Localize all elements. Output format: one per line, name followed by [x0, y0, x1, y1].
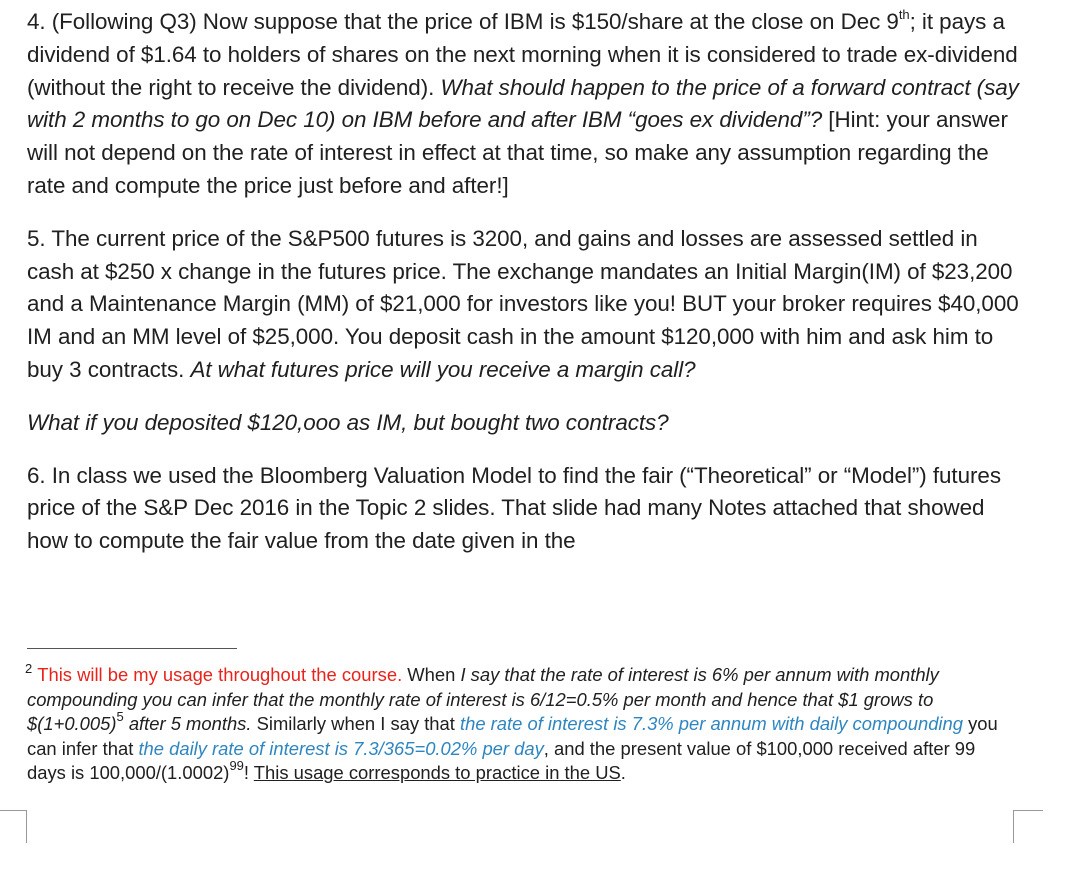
footnote-text-3: you can infer that — [27, 713, 998, 759]
footnote-sup-5: 5 — [116, 709, 124, 725]
page-corner-mark-right — [1013, 810, 1043, 843]
q4-hint: [Hint: your answer will not depend on the rate of interest in effect at that time, so make any assumption regarding the rate and compute the price just before and after!] — [27, 107, 1008, 198]
q5-followup-text: What if you deposited $120,ooo as IM, but bought two contracts? — [27, 409, 669, 435]
footnote-underlined-text: This usage corresponds to practice in the US — [253, 762, 621, 784]
footnote: 2 This will be my usage throughout the course. When I say that the rate of interest is 6% per annum with monthly compounding you can infer that the monthly rate of interest is 6/12=0.5% per month and hence that $1 grows to $\$(1+0.005)^5$ after 5 months. Similarly when I say that the rate of interest is 7.3% per annum with daily compounding you can infer that the daily rate of interest is 7.3/365=0.02% per day, and the present value of $100,000 received after 99 days is $100,000/(1.0002)^{99}$! This usage corresponds to practice in the US. — [25, 661, 998, 784]
footnote-red-text: This will be my usage throughout the course. — [37, 664, 403, 685]
q5-text: 5. The current price of the S&P500 futures is 3200, and gains and losses are assessed settled in cash at $250 x change in the futures price. The exchange mandates an Initial Margin(IM) of $23,200 and a Maintenance Margin (MM) of $21,000 for investors like you! BUT your broker requires $40,000 IM and an MM level of $25,000. You deposit cash in the amount $120,000 with him and ask him to buy 3 contracts. — [27, 225, 1019, 382]
question-5-followup — [27, 407, 1027, 440]
footnote-blue-2: the daily rate of interest is 7.3/365=0.02% per day — [138, 737, 544, 759]
footnote-sup-99: 99 — [229, 758, 244, 774]
q4-text-b: ; it pays a dividend of $1.64 to holders of shares on the next morning when it is considered to trade ex-dividend (without the right to receive the dividend). — [27, 9, 1018, 100]
q4-superscript: th — [898, 6, 910, 22]
question-4 — [27, 6, 1027, 203]
question-6 — [27, 460, 1027, 558]
footnote-text-1: When — [402, 664, 461, 685]
footnote-italic-2: after 5 months. — [123, 713, 252, 735]
q6-text: 6. In class we used the Bloomberg Valuation Model to find the fair (“Theoretical” or “Model”) futures price of the S&P Dec 2016 in the Topic 2 slides. That slide had many Notes attached that showed how to compute the fair value from the date given in the — [27, 462, 1001, 554]
footnote-text-6: . — [620, 762, 626, 784]
footnote-italic-1: I say that the rate of interest is 6% per annum with monthly compounding you can infer that the monthly rate of interest is 6/12=0.5% per month and hence that $1 grows to $(1+0.005) — [27, 664, 939, 735]
footnote-text-5: ! — [243, 762, 254, 784]
q5-italic-question: At what futures price will you receive a margin call? — [190, 356, 696, 382]
q4-text-a: 4. (Following Q3) Now suppose that the price of IBM is $150/share at the close on Dec 9 — [27, 9, 899, 34]
question-5 — [27, 223, 1027, 387]
q4-italic-question: What should happen to the price of a forward contract (say with 2 months to go on Dec 10) on IBM before and after IBM “goes ex dividend”? — [27, 74, 1019, 133]
footnote-text-4: , and the present value of $100,000 received after 99 days is 100,000/(1.0002) — [27, 737, 976, 784]
footnote-text-2: Similarly when I say that — [251, 713, 460, 735]
footnote-separator — [27, 648, 237, 649]
document-body — [27, 6, 1027, 558]
page-corner-mark-left — [0, 810, 27, 843]
footnote-blue-1: the rate of interest is 7.3% per annum with daily compounding — [460, 713, 963, 735]
